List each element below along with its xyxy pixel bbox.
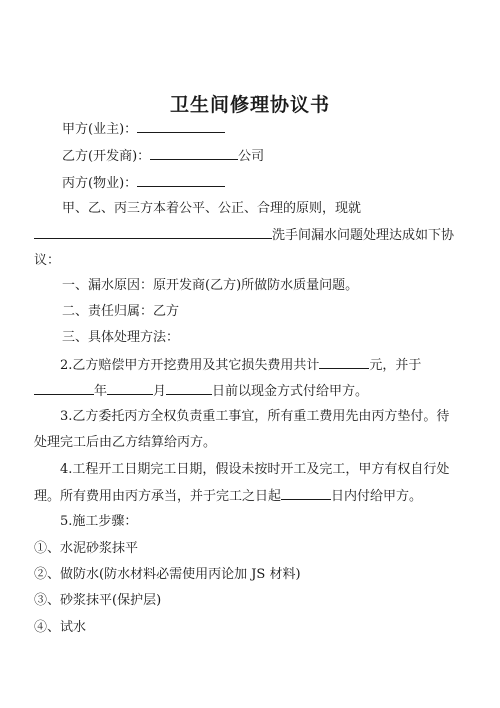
clause-4-line-1: 4.工程开工日期完工日期，假设未按时开工及完工，甲方有权自行处: [60, 462, 450, 477]
clause-2-text-b: 元，并于: [369, 358, 422, 373]
party-b-blank: [150, 147, 238, 160]
intro-line-1: 甲、乙、丙三方本着公平、公正、合理的原则，现就: [62, 201, 362, 216]
clause-4-days-blank: [281, 487, 331, 500]
step-item: ①、水泥砂浆抹平: [34, 541, 139, 556]
clause-3-line-2: 处理完工后由乙方结算给丙方。: [34, 435, 217, 450]
party-b-label: 乙方(开发商)：: [62, 149, 151, 164]
clause-4-line-2: [34, 487, 474, 506]
intro-line-2-text: 洗手间漏水问题处理达成如下协: [272, 228, 455, 243]
clause-2-month-blank: [107, 382, 153, 395]
document-title: 卫生间修理协议书: [169, 94, 330, 116]
party-c-label: 丙方(物业)：: [62, 176, 138, 191]
clause-3-line-1: 3.乙方委托丙方全权负责重工事宜，所有重工费用先由丙方垫付。待: [60, 409, 450, 424]
clause-4-text-b: 日内付给甲方。: [331, 489, 423, 504]
clause-2-year-label: 年: [94, 384, 108, 399]
clause-2-amount-blank: [319, 356, 369, 369]
party-a-label: 甲方(业主)：: [62, 122, 138, 137]
party-a-line: [62, 120, 474, 139]
item-1: 一、漏水原因：原开发商(乙方)所做防水质量问题。: [62, 278, 359, 293]
party-c-line: [62, 174, 474, 193]
clause-5-heading: 5.施工步骤：: [60, 514, 138, 529]
clause-2-month-label: 月: [153, 384, 167, 399]
clause-2-line-1: [60, 356, 474, 375]
step-item: ②、做防水(防水材料必需使用丙论加 JS 材料): [34, 567, 301, 582]
clause-2-day-blank: [166, 382, 212, 395]
party-c-blank: [137, 174, 225, 187]
party-b-line: [62, 147, 474, 166]
clause-2-line-2: [34, 382, 474, 401]
party-b-suffix: 公司: [238, 149, 265, 164]
clause-4-text-a: 理。所有费用由丙方承当，并于完工之日起: [34, 489, 282, 504]
party-a-blank: [137, 120, 225, 133]
intro-line-2: [34, 226, 474, 245]
clause-2-year-blank: [34, 382, 94, 395]
step-item: ④、试水: [34, 620, 87, 635]
clause-2-text-a: 2.乙方赔偿甲方开挖费用及其它损失费用共计: [60, 358, 320, 373]
clause-2-text-c: 日前以现金方式付给甲方。: [212, 384, 369, 399]
intro-blank: [34, 226, 272, 239]
step-item: ③、砂浆抹平(保护层): [34, 593, 162, 608]
item-2: 二、责任归属：乙方: [62, 304, 180, 319]
intro-line-3: 议：: [34, 253, 61, 268]
item-3: 三、具体处理方法：: [62, 330, 180, 345]
